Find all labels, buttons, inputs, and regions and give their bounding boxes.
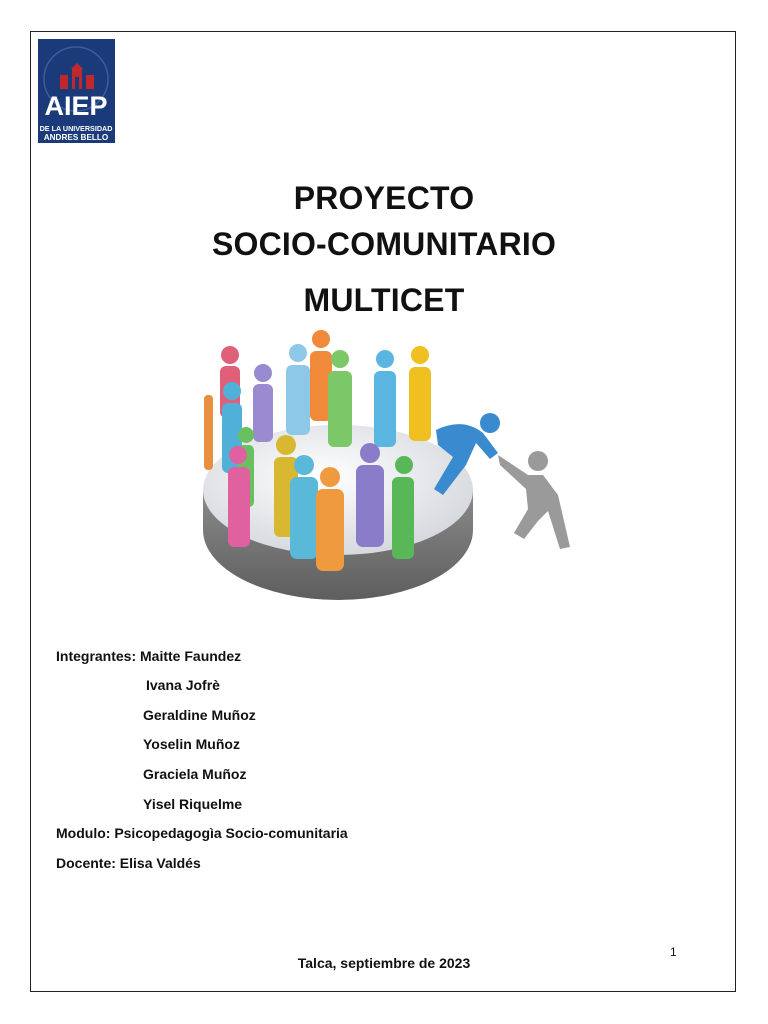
- community-illustration: [198, 325, 578, 610]
- teacher-line: [56, 855, 201, 871]
- title-line-3: MULTICET: [303, 282, 465, 318]
- member-name: Maitte Faundez: [140, 648, 242, 664]
- module-line: [56, 825, 348, 841]
- member-name: Yoselin Muñoz: [143, 736, 240, 752]
- member-name: Graciela Muñoz: [143, 766, 247, 782]
- members-label: Integrantes:: [56, 648, 137, 664]
- footer-place-date: Talca, septiembre de 2023: [297, 955, 471, 971]
- teacher-value: Elisa Valdés: [119, 855, 201, 871]
- title-line-2: SOCIO-COMUNITARIO: [211, 226, 557, 262]
- module-label: Modulo:: [56, 825, 111, 841]
- svg-text:AIEP: AIEP: [44, 91, 108, 121]
- module-value: Psicopedagogìa Socio-comunitaria: [114, 825, 348, 841]
- member-name: Ivana Jofrè: [146, 677, 220, 693]
- member-name: Yisel Riquelme: [143, 796, 243, 812]
- members-line: [56, 648, 241, 664]
- title-line-1: PROYECTO: [293, 180, 475, 216]
- member-name: Geraldine Muñoz: [143, 707, 256, 723]
- page-number: 1: [670, 945, 677, 959]
- aiep-logo: [38, 39, 115, 143]
- teacher-label: Docente:: [56, 855, 116, 871]
- svg-text:ANDRES BELLO: ANDRES BELLO: [43, 133, 109, 142]
- svg-text:DE LA UNIVERSIDAD: DE LA UNIVERSIDAD: [39, 124, 113, 133]
